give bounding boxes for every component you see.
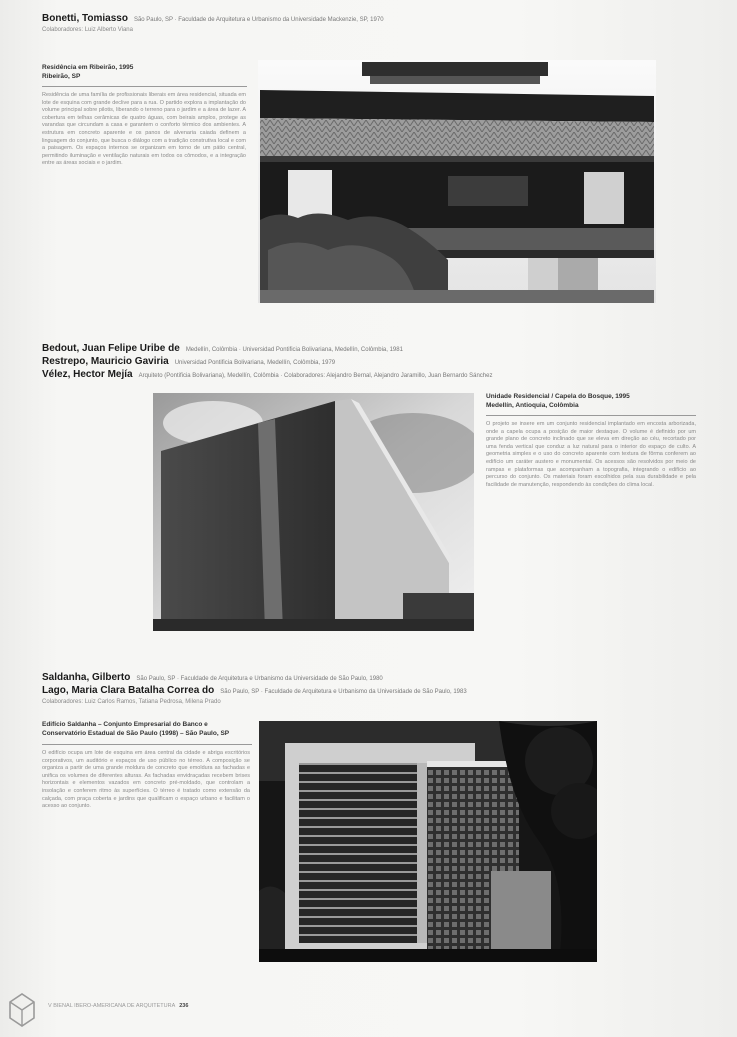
footer-text: V BIENAL IBERO-AMERICANA DE ARQUITETURA xyxy=(48,1003,176,1009)
project-title-line: Conservatório Estadual de São Paulo (1998) – São Paulo, SP xyxy=(42,730,230,737)
author-name: Saldanha, Gilberto xyxy=(42,672,131,683)
author-line xyxy=(42,684,467,698)
project-description: O projeto se insere em um conjunto residencial implantado em encosta arborizada, onde a capela ocupa a posição de maior destaque. O volume é definido por um grande plano de concreto inclinado que se eleva em direção ao céu, recortado por uma fenda vertical que conduz a luz natural para o interior do espaço de culto. A geometria simples e o uso do concreto aparente com textura de fôrma conferem ao edifício um caráter austero e monumental. Os acessos são resolvidos por meio de rampas e plataformas que acompanham a topografia, integrando o edifício ao percurso do conjunto. Os materiais foram escolhidos pela sua durabilidade e pela facilidade de manutenção, respondendo às condições do clima local. xyxy=(486,421,696,488)
author-line xyxy=(42,12,384,26)
author-name: Bedout, Juan Felipe Uribe de xyxy=(42,343,180,354)
divider xyxy=(42,86,247,87)
office-building-photo xyxy=(259,721,597,962)
author-info: São Paulo, SP · Faculdade de Arquitetura e Urbanismo da Universidade de São Paulo, 1983 xyxy=(220,689,467,695)
footer xyxy=(48,1003,188,1009)
author-line xyxy=(42,342,403,356)
collaborators-note: Colaboradores: Luiz Carlos Ramos, Tatiana Pedrosa, Milena Prado xyxy=(42,699,221,705)
divider xyxy=(42,744,252,745)
author-line xyxy=(42,671,383,685)
author-name: Bonetti, Tomiasso xyxy=(42,13,128,24)
project-title xyxy=(42,63,242,81)
project-description: O edifício ocupa um lote de esquina em área central da cidade e abriga escritórios corporativos, um auditório e espaços de uso público no térreo. A composição se organiza a partir de uma grande moldura de concreto que emoldura as fachadas e unifica os volumes de diferentes alturas. As fachadas envidraçadas recebem brises horizontais e elementos vazados em concreto pré-moldado, que controlam a insolação e conferem ritmo às superfícies. O térreo é tratado como extensão da calçada, com praça coberta e jardins que qualificam o espaço urbano e facilitam o acesso ao conjunto. xyxy=(42,750,250,810)
project-title-line: Ribeirão, SP xyxy=(42,73,81,80)
chapel-photo xyxy=(153,393,474,631)
project-title xyxy=(486,392,696,410)
project-title-line: Edifício Saldanha – Conjunto Empresarial do Banco e xyxy=(42,721,208,728)
collaborators-note: Colaboradores: Luiz Alberto Viana xyxy=(42,27,133,33)
house-photo xyxy=(258,60,656,303)
project-title xyxy=(42,720,252,738)
author-info: São Paulo, SP · Faculdade de Arquitetura e Urbanismo da Universidade de São Paulo, 1980 xyxy=(136,676,383,682)
author-info: Arquiteto (Pontificia Bolivariana), Medellín, Colômbia · Colaboradores: Alejandro Bernal, Alejandro Jaramillo, Juan Bernardo Sánchez xyxy=(138,373,493,379)
page-number: 236 xyxy=(179,1003,189,1009)
divider xyxy=(486,415,696,416)
author-line xyxy=(42,355,335,369)
project-title-line: Residência em Ribeirão, 1995 xyxy=(42,64,134,71)
author-name: Restrepo, Mauricio Gaviria xyxy=(42,356,169,367)
author-info: São Paulo, SP · Faculdade de Arquitetura e Urbanismo da Universidade Mackenzie, SP, 1970 xyxy=(133,17,384,23)
bienal-logo-icon xyxy=(4,988,44,1028)
author-info: Universidad Pontificia Bolivariana, Medellín, Colômbia, 1979 xyxy=(174,360,336,366)
author-info: Medellín, Colômbia · Universidad Pontificia Bolivariana, Medellín, Colômbia, 1981 xyxy=(185,347,403,353)
author-name: Vélez, Hector Mejía xyxy=(42,369,133,380)
project-description: Residência de uma família de profissionais liberais em área residencial, situada em lote de esquina com grande declive para a rua. O partido explora a implantação do volume principal sobre pilotis, liberando o terreno para o jardim e a área de lazer. A cobertura em telhas cerâmicas de quatro águas, com beirais amplos, protege as varandas que circundam a casa e garantem o conforto térmico dos ambientes. A estrutura em concreto aparente e os panos de alvenaria caiada definem a linguagem do conjunto, que busca o diálogo com a tradição construtiva local e com a paisagem. Os espaços internos se organizam em torno de um pátio central, permitindo iluminação e ventilação naturais em todos os cômodos, e a integração entre as áreas sociais e o jardim. xyxy=(42,92,246,167)
author-name: Lago, Maria Clara Batalha Correa do xyxy=(42,685,215,696)
project-title-line: Medellín, Antioquia, Colômbia xyxy=(486,402,579,409)
author-line xyxy=(42,368,492,382)
project-title-line: Unidade Residencial / Capela do Bosque, 1995 xyxy=(486,393,630,400)
